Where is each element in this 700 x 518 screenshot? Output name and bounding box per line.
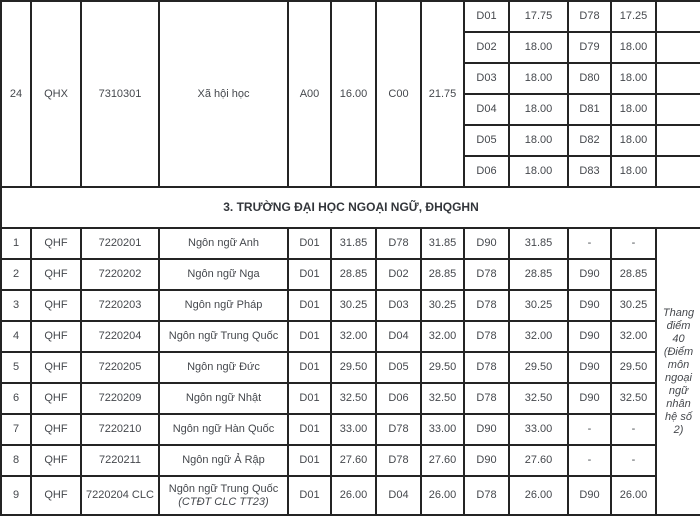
admission-score: 31.85 (331, 228, 376, 259)
university-code: QHF (31, 383, 81, 414)
major-row-3 (1, 290, 700, 321)
major-row-6 (1, 383, 700, 414)
note-cell-empty (656, 94, 700, 125)
major-code: 7220211 (81, 445, 159, 476)
major-code: 7220204 CLC (81, 476, 159, 515)
major-code: 7220210 (81, 414, 159, 445)
major-name (159, 228, 288, 259)
admission-score: 18.00 (611, 156, 656, 187)
major-row-9 (1, 476, 700, 515)
subject-block-code: D04 (464, 94, 509, 125)
university-code: QHF (31, 445, 81, 476)
admission-score: 28.85 (611, 259, 656, 290)
subject-block-code: D01 (288, 228, 331, 259)
subject-block-code: D01 (288, 259, 331, 290)
admission-score: 27.60 (509, 445, 568, 476)
admission-score: 26.00 (421, 476, 464, 515)
row-index: 6 (1, 383, 31, 414)
admission-score: 17.75 (509, 1, 568, 32)
university-code: QHF (31, 476, 81, 515)
university-code: QHF (31, 259, 81, 290)
major-name-note: (CTĐT CLC TT23) (178, 495, 269, 508)
subject-block-code: D78 (464, 383, 509, 414)
admission-score: - (611, 228, 656, 259)
admission-score: 28.85 (509, 259, 568, 290)
admission-score: 18.00 (509, 63, 568, 94)
subject-block-code: D90 (568, 476, 611, 515)
major-name (159, 321, 288, 352)
subject-block-code: D78 (376, 445, 421, 476)
note-cell-empty (656, 125, 700, 156)
subject-block-code: D01 (288, 445, 331, 476)
major-code: 7220205 (81, 352, 159, 383)
major-name-text: Ngôn ngữ Pháp (184, 299, 263, 311)
subject-block-code: D03 (464, 63, 509, 94)
university-code: QHX (31, 1, 81, 187)
admission-score: - (611, 445, 656, 476)
university-code: QHF (31, 321, 81, 352)
major-row-2 (1, 259, 700, 290)
admission-score: 18.00 (611, 94, 656, 125)
subject-block-code: D05 (376, 352, 421, 383)
admission-score: 31.85 (421, 228, 464, 259)
admission-score: 32.50 (509, 383, 568, 414)
subject-block-code: D03 (376, 290, 421, 321)
subject-block-code: - (568, 228, 611, 259)
major-code: 7220209 (81, 383, 159, 414)
row-index: 4 (1, 321, 31, 352)
subject-block-code: D01 (464, 1, 509, 32)
note-cell-empty (656, 1, 700, 32)
major-name (159, 414, 288, 445)
admission-score: 29.50 (509, 352, 568, 383)
subject-block-code: D79 (568, 32, 611, 63)
subject-block-code: D05 (464, 125, 509, 156)
subject-block-code: - (568, 445, 611, 476)
major-code: 7310301 (81, 1, 159, 187)
major-name (159, 290, 288, 321)
admission-score: 30.25 (421, 290, 464, 321)
major-name (159, 259, 288, 290)
major-name (159, 352, 288, 383)
row-index: 3 (1, 290, 31, 321)
subject-block-code: D80 (568, 63, 611, 94)
continued-row-subrow-1 (1, 1, 700, 32)
admission-score: 18.00 (611, 32, 656, 63)
admission-score: 18.00 (509, 125, 568, 156)
admission-score: 27.60 (331, 445, 376, 476)
admission-score: 27.60 (421, 445, 464, 476)
admission-score: 32.50 (611, 383, 656, 414)
subject-block-code: C00 (376, 1, 421, 187)
subject-block-code: D90 (464, 445, 509, 476)
subject-block-code: D02 (376, 259, 421, 290)
admission-score: 18.00 (509, 94, 568, 125)
admission-score: 32.00 (509, 321, 568, 352)
subject-block-code: - (568, 414, 611, 445)
subject-block-code: D78 (464, 476, 509, 515)
scale-note: Thang điểm 40 (Điểm môn ngoại ngữ nhân hệ số 2) (656, 228, 700, 515)
major-name-text: Ngôn ngữ Trung Quốc (168, 482, 279, 495)
major-name-text: Ngôn ngữ Trung Quốc (168, 330, 279, 342)
major-code: 7220202 (81, 259, 159, 290)
admission-score: 30.25 (509, 290, 568, 321)
subject-block-code: D78 (376, 228, 421, 259)
major-name-text: Ngôn ngữ Nga (187, 268, 260, 280)
admission-score: 31.85 (509, 228, 568, 259)
admission-score: 33.00 (421, 414, 464, 445)
admission-score: 29.50 (611, 352, 656, 383)
major-name-text: Ngôn ngữ Hàn Quốc (172, 423, 275, 435)
note-cell-empty (656, 32, 700, 63)
admission-score: 28.85 (331, 259, 376, 290)
admission-score: 32.00 (611, 321, 656, 352)
note-cell-empty (656, 63, 700, 94)
admission-score: 21.75 (421, 1, 464, 187)
row-index: 5 (1, 352, 31, 383)
section-title: 3. TRƯỜNG ĐẠI HỌC NGOẠI NGỮ, ĐHQGHN (1, 187, 700, 228)
major-code: 7220201 (81, 228, 159, 259)
admission-score: 32.50 (421, 383, 464, 414)
subject-block-code: D82 (568, 125, 611, 156)
admission-score: 18.00 (509, 156, 568, 187)
subject-block-code: D90 (568, 383, 611, 414)
admission-score: 30.25 (331, 290, 376, 321)
subject-block-code: D01 (288, 383, 331, 414)
subject-block-code: D78 (568, 1, 611, 32)
admission-score: 30.25 (611, 290, 656, 321)
admission-score: 33.00 (331, 414, 376, 445)
admission-score: 17.25 (611, 1, 656, 32)
major-code: 7220204 (81, 321, 159, 352)
row-index: 24 (1, 1, 31, 187)
major-name: Xã hội học (159, 1, 288, 187)
subject-block-code: D90 (568, 352, 611, 383)
major-row-1 (1, 228, 700, 259)
subject-block-code: D02 (464, 32, 509, 63)
subject-block-code: D06 (464, 156, 509, 187)
admission-score: 18.00 (611, 63, 656, 94)
subject-block-code: D90 (464, 228, 509, 259)
admission-score: 32.00 (421, 321, 464, 352)
major-code: 7220203 (81, 290, 159, 321)
subject-block-code: D90 (464, 414, 509, 445)
note-cell-empty (656, 156, 700, 187)
majors-rows-section (1, 228, 700, 515)
subject-block-code: D01 (288, 414, 331, 445)
major-name-text: Ngôn ngữ Nhật (185, 392, 262, 404)
subject-block-code: D78 (464, 290, 509, 321)
row-index: 9 (1, 476, 31, 515)
row-index: 2 (1, 259, 31, 290)
admission-score: 26.00 (611, 476, 656, 515)
admission-score: 29.50 (331, 352, 376, 383)
subject-block-code: D04 (376, 321, 421, 352)
subject-block-code: D06 (376, 383, 421, 414)
row-index: 1 (1, 228, 31, 259)
admission-score: 26.00 (509, 476, 568, 515)
subject-block-code: D01 (288, 476, 331, 515)
major-name (159, 445, 288, 476)
continued-university-section (1, 1, 700, 187)
subject-block-code: D90 (568, 259, 611, 290)
subject-block-code: D90 (568, 321, 611, 352)
subject-block-code: D78 (464, 321, 509, 352)
major-name-text: Ngôn ngữ Đức (187, 361, 260, 373)
admission-score: 33.00 (509, 414, 568, 445)
row-index: 8 (1, 445, 31, 476)
admission-score: 18.00 (611, 125, 656, 156)
university-code: QHF (31, 352, 81, 383)
subject-block-code: D78 (464, 259, 509, 290)
admission-score: 16.00 (331, 1, 376, 187)
admission-score: 32.00 (331, 321, 376, 352)
major-name-text: Ngôn ngữ Anh (188, 237, 259, 249)
admission-score: 26.00 (331, 476, 376, 515)
subject-block-code: D90 (568, 290, 611, 321)
admission-score: - (611, 414, 656, 445)
subject-block-code: D78 (376, 414, 421, 445)
university-code: QHF (31, 414, 81, 445)
major-row-4 (1, 321, 700, 352)
major-name (159, 476, 288, 515)
admission-score: 18.00 (509, 32, 568, 63)
admission-score: 32.50 (331, 383, 376, 414)
row-index: 7 (1, 414, 31, 445)
major-name-text: Ngôn ngữ Ả Rập (182, 454, 265, 466)
major-name (159, 383, 288, 414)
major-row-5 (1, 352, 700, 383)
subject-block-code: D78 (464, 352, 509, 383)
major-row-7 (1, 414, 700, 445)
admission-score: 29.50 (421, 352, 464, 383)
major-row-8 (1, 445, 700, 476)
subject-block-code: D01 (288, 290, 331, 321)
subject-block-code: D83 (568, 156, 611, 187)
section-header-body (1, 187, 700, 228)
university-code: QHF (31, 228, 81, 259)
subject-block-code: D01 (288, 321, 331, 352)
admission-score: 28.85 (421, 259, 464, 290)
subject-block-code: D81 (568, 94, 611, 125)
subject-block-code: D01 (288, 352, 331, 383)
section-header-row (1, 187, 700, 228)
subject-block-code: A00 (288, 1, 331, 187)
subject-block-code: D04 (376, 476, 421, 515)
university-code: QHF (31, 290, 81, 321)
